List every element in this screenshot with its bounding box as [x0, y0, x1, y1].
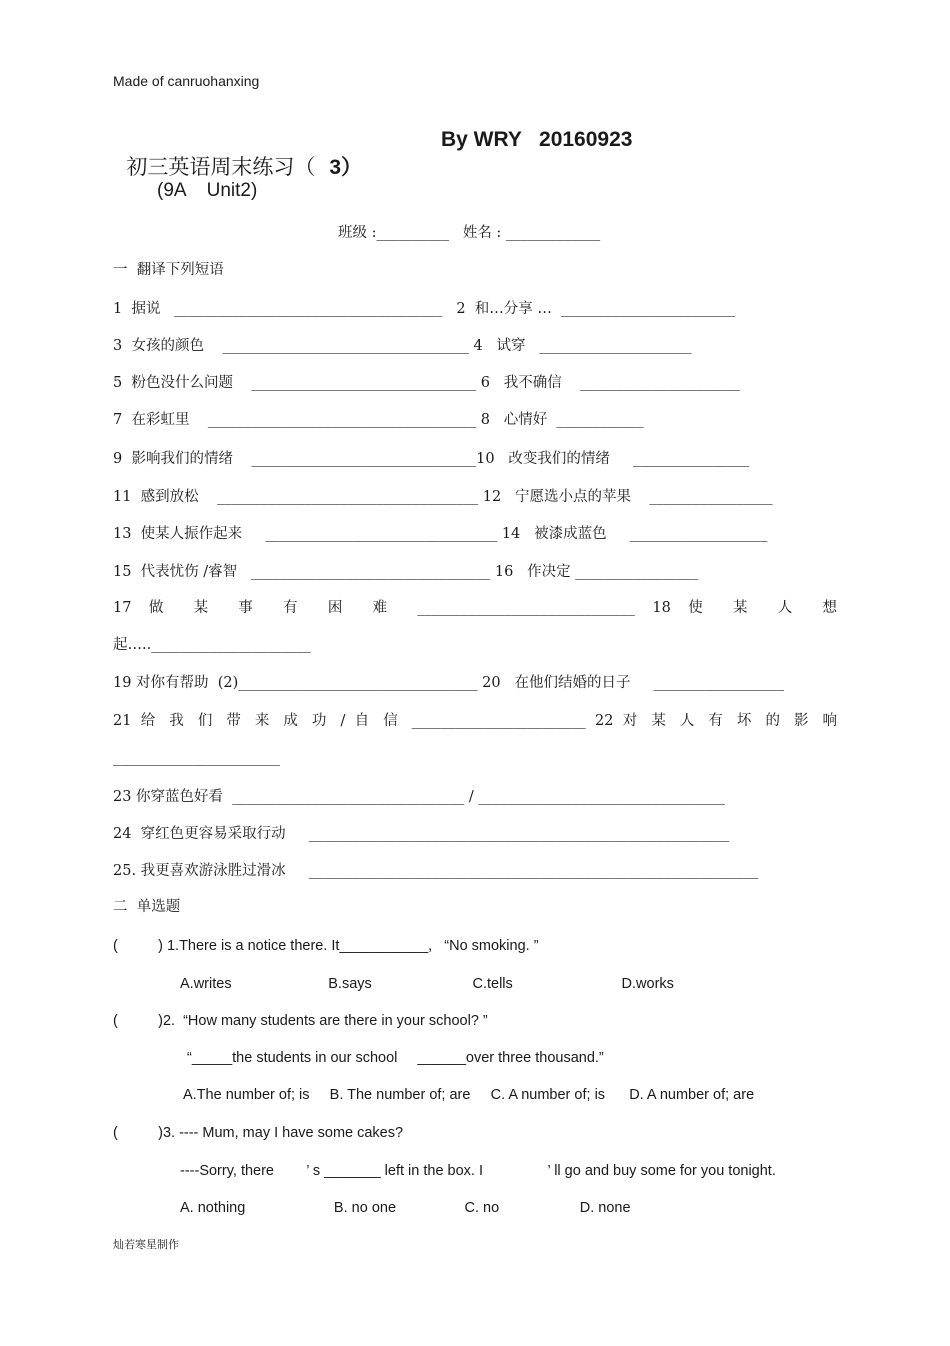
header-made-of: Made of canruohanxing: [113, 73, 260, 89]
section1-heading: 一 翻译下列短语: [113, 262, 224, 278]
phrase-line-5: 5 粉色没什么问题 _______________________________ 6 我不确信 ______________________: [113, 375, 740, 391]
phrase-line-17: 17 做 某 事 有 困 难 ______________________________ 18 使 某 人 想: [113, 600, 837, 616]
phrase-line-15: 15 代表忧伤 /睿智 _________________________________ 16 作决定 _________________: [113, 564, 699, 580]
phrase-line-17-cont: 起…..______________________: [113, 637, 311, 653]
phrase-line-13: 13 使某人振作起来 ________________________________ 14 被漆成蓝色 ___________________: [113, 526, 768, 542]
phrase-line-23: 23 你穿蓝色好看 ________________________________ / __________________________________: [113, 789, 725, 805]
class-name-line: 班级 :__________ 姓名 : _____________: [338, 225, 601, 241]
subtitle: (9A Unit2): [157, 180, 258, 201]
question-2-line-2: “_____the students in our school ______over three thousand.”: [187, 1050, 604, 1066]
title-main: 初三英语周末练习（: [126, 155, 316, 179]
page-title: [113, 127, 633, 181]
question-2-options: A.The number of; is B. The number of; are C. A number of; is D. A number of; are: [183, 1087, 755, 1103]
section2-heading: 二 单选题: [113, 899, 181, 915]
question-3-line-2: ----Sorry, there ’ s _______ left in the box. I ’ ll go and buy some for you tonight.: [180, 1163, 776, 1179]
question-1-options: A.writes B.says C.tells D.works: [180, 976, 674, 992]
question-1: ( ) 1.There is a notice there. It___________, “No smoking. ”: [113, 938, 539, 954]
title-number: 3）: [329, 156, 363, 179]
phrase-line-24: 24 穿红色更容易采取行动 __________________________________________________________: [113, 826, 730, 842]
question-3-options: A. nothing B. no one C. no D. none: [180, 1200, 631, 1216]
footer-credit: 灿若寒星制作: [113, 1238, 179, 1251]
question-2: ( )2. “How many students are there in your school? ”: [113, 1013, 488, 1029]
phrase-line-19: 19 对你有帮助 (2)_________________________________ 20 在他们结婚的日子 __________________: [113, 675, 784, 691]
phrase-line-7: 7 在彩虹里 _____________________________________ 8 心情好 ____________: [113, 412, 644, 428]
phrase-line-9: 9 影响我们的情绪 _______________________________10 改变我们的情绪 ________________: [113, 451, 749, 467]
title-author-date: By WRY 20160923: [441, 128, 633, 151]
phrase-line-3: 3 女孩的颜色 __________________________________ 4 试穿 _____________________: [113, 338, 692, 354]
phrase-line-1: 1 据说 _____________________________________ 2 和…分享 … ________________________: [113, 301, 736, 317]
phrase-line-21-cont: _______________________: [113, 750, 280, 766]
phrase-line-11: 11 感到放松 ____________________________________ 12 宁愿选小点的苹果 _________________: [113, 489, 773, 505]
question-3: ( )3. ---- Mum, may I have some cakes?: [113, 1125, 404, 1141]
phrase-line-25: 25. 我更喜欢游泳胜过滑冰 ______________________________________________________________: [113, 863, 759, 879]
phrase-line-21: 21 给 我 们 带 来 成 功 / 自 信 ________________________ 22 对 某 人 有 坏 的 影 响: [113, 713, 837, 729]
